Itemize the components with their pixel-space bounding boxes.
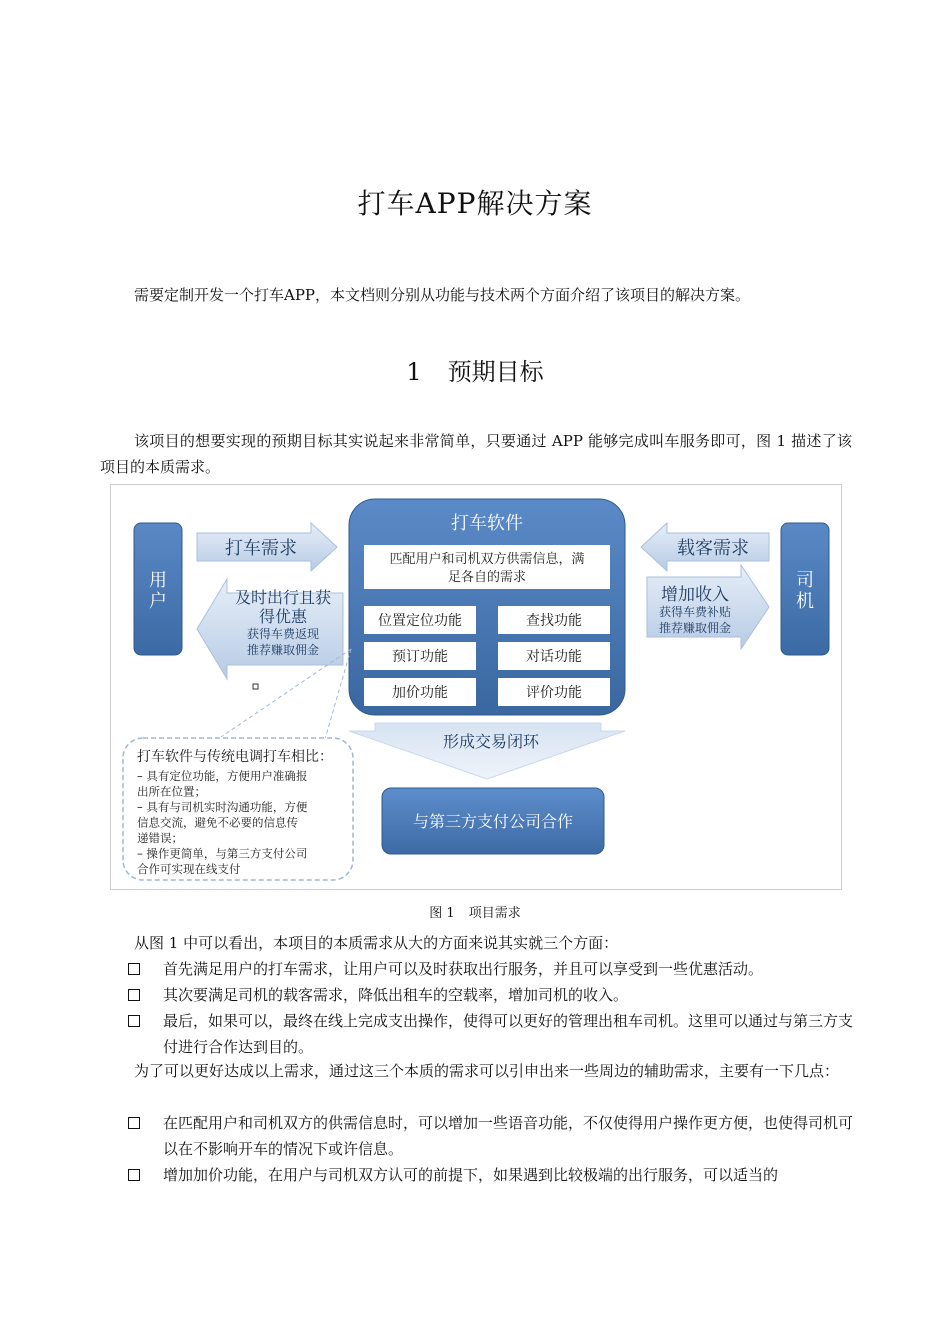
section-number: 1: [406, 358, 422, 386]
paragraph-goal: 该项目的想要实现的预期目标其实说起来非常简单，只要通过 APP 能够完成叫车服务即可，图 1 描述了该项目的本质需求。: [100, 432, 852, 476]
user-benefit-arrow: [197, 579, 343, 679]
core-desc-line1: 匹配用户和司机双方供需信息，满: [389, 552, 585, 567]
list-item-text: 最后，如果可以，最终在线上完成支出操作，使得可以更好的管理出租车司机。这里可以通过与第三方支付进行合作达到目的。: [163, 1012, 854, 1056]
comparison-line: – 具有与司机实时沟通功能，方便: [137, 800, 308, 814]
checkbox-bullet-icon: [128, 1117, 140, 1129]
user-benefit-line2: 得优惠: [258, 607, 308, 626]
comparison-line: 信息交流，避免不必要的信息传: [137, 815, 298, 830]
driver-benefit-arrow: [647, 565, 769, 649]
comparison-line: 出所在位置；: [137, 784, 206, 799]
list-item-text: 增加加价功能，在用户与司机双方认可的前提下，如果遇到比较极端的出行服务，可以适当的: [163, 1166, 779, 1184]
core-desc-line2: 足各自的需求: [447, 570, 527, 585]
feature-label: 对话功能: [526, 649, 582, 665]
feature-label: 预订功能: [392, 649, 448, 665]
driver-label-2: 机: [796, 591, 814, 612]
user-benefit-sub1: 获得车费返现: [246, 627, 320, 641]
list-item-text: 其次要满足司机的载客需求，降低出租车的空载率，增加司机的收入。: [163, 986, 629, 1004]
loop-arrow: [349, 723, 625, 779]
checkbox-bullet-icon: [128, 1015, 140, 1027]
loop-label: 形成交易闭环: [442, 732, 540, 751]
driver-demand-label: 载客需求: [677, 538, 749, 559]
payment-box: [382, 788, 604, 854]
comparison-line: – 操作更简单，与第三方支付公司: [137, 846, 308, 861]
driver-box: [781, 523, 829, 655]
driver-benefit-title: 增加收入: [661, 585, 729, 605]
caption-label: 图 1: [429, 906, 455, 921]
driver-demand-arrow: [641, 523, 769, 571]
driver-label-1: 司: [796, 570, 814, 591]
feature-label: 加价功能: [392, 685, 448, 701]
core-title: 打车软件: [451, 513, 523, 534]
user-demand-label: 打车需求: [225, 538, 297, 559]
user-benefit-line1: 及时出行且获: [234, 588, 332, 607]
caption-text: 项目需求: [468, 906, 521, 921]
checkbox-bullet-icon: [128, 963, 140, 975]
feature-label: 查找功能: [526, 613, 582, 629]
user-label-1: 用: [149, 570, 167, 591]
checkbox-bullet-icon: [128, 989, 140, 1001]
marker-square: [253, 684, 258, 689]
list-item-text: 在匹配用户和司机双方的供需信息时，可以增加一些语音功能，不仅使得用户操作更方便，也使得司机可以在不影响开车的情况下或许信息。: [163, 1114, 854, 1158]
document-title: 打车APP解决方案: [357, 187, 593, 220]
feature-label: 位置定位功能: [378, 613, 462, 629]
payment-label: 与第三方支付公司合作: [412, 812, 574, 831]
paragraph-auxiliary: 为了可以更好达成以上需求，通过这三个本质的需求可以引申出来一些周边的辅助需求，主要有一下几点：: [134, 1062, 840, 1080]
user-benefit-sub2: 推荐赚取佣金: [246, 643, 320, 657]
comparison-line: – 具有定位功能，方便用户准确报: [137, 769, 308, 783]
comparison-title: 打车软件与传统电调打车相比：: [137, 749, 333, 765]
section-heading: [0, 352, 950, 387]
checkbox-bullet-icon: [128, 1169, 140, 1181]
driver-benefit-sub1: 获得车费补贴: [658, 605, 732, 619]
requirements-figure: [110, 484, 842, 890]
comparison-line: 递错误；: [137, 831, 183, 845]
figure-caption: [0, 902, 950, 921]
user-box: [134, 523, 182, 655]
user-label-2: 户: [149, 591, 167, 612]
core-software-box: [349, 499, 625, 715]
feature-label: 评价功能: [526, 685, 582, 701]
paragraph-aspects: 从图 1 中可以看出，本项目的本质需求从大的方面来说其实就三个方面：: [134, 934, 619, 952]
intro-paragraph: 需要定制开发一个打车APP，本文档则分别从功能与技术两个方面介绍了该项目的解决方案。: [134, 286, 751, 304]
section-title: 预期目标: [447, 358, 544, 386]
driver-benefit-sub2: 推荐赚取佣金: [658, 621, 732, 635]
list-item-text: 首先满足用户的打车需求，让用户可以及时获取出行服务，并且可以享受到一些优惠活动。: [163, 960, 764, 978]
comparison-line: 合作可实现在线支付: [137, 862, 241, 876]
user-demand-arrow: [197, 523, 337, 571]
comparison-callout: [123, 649, 353, 880]
